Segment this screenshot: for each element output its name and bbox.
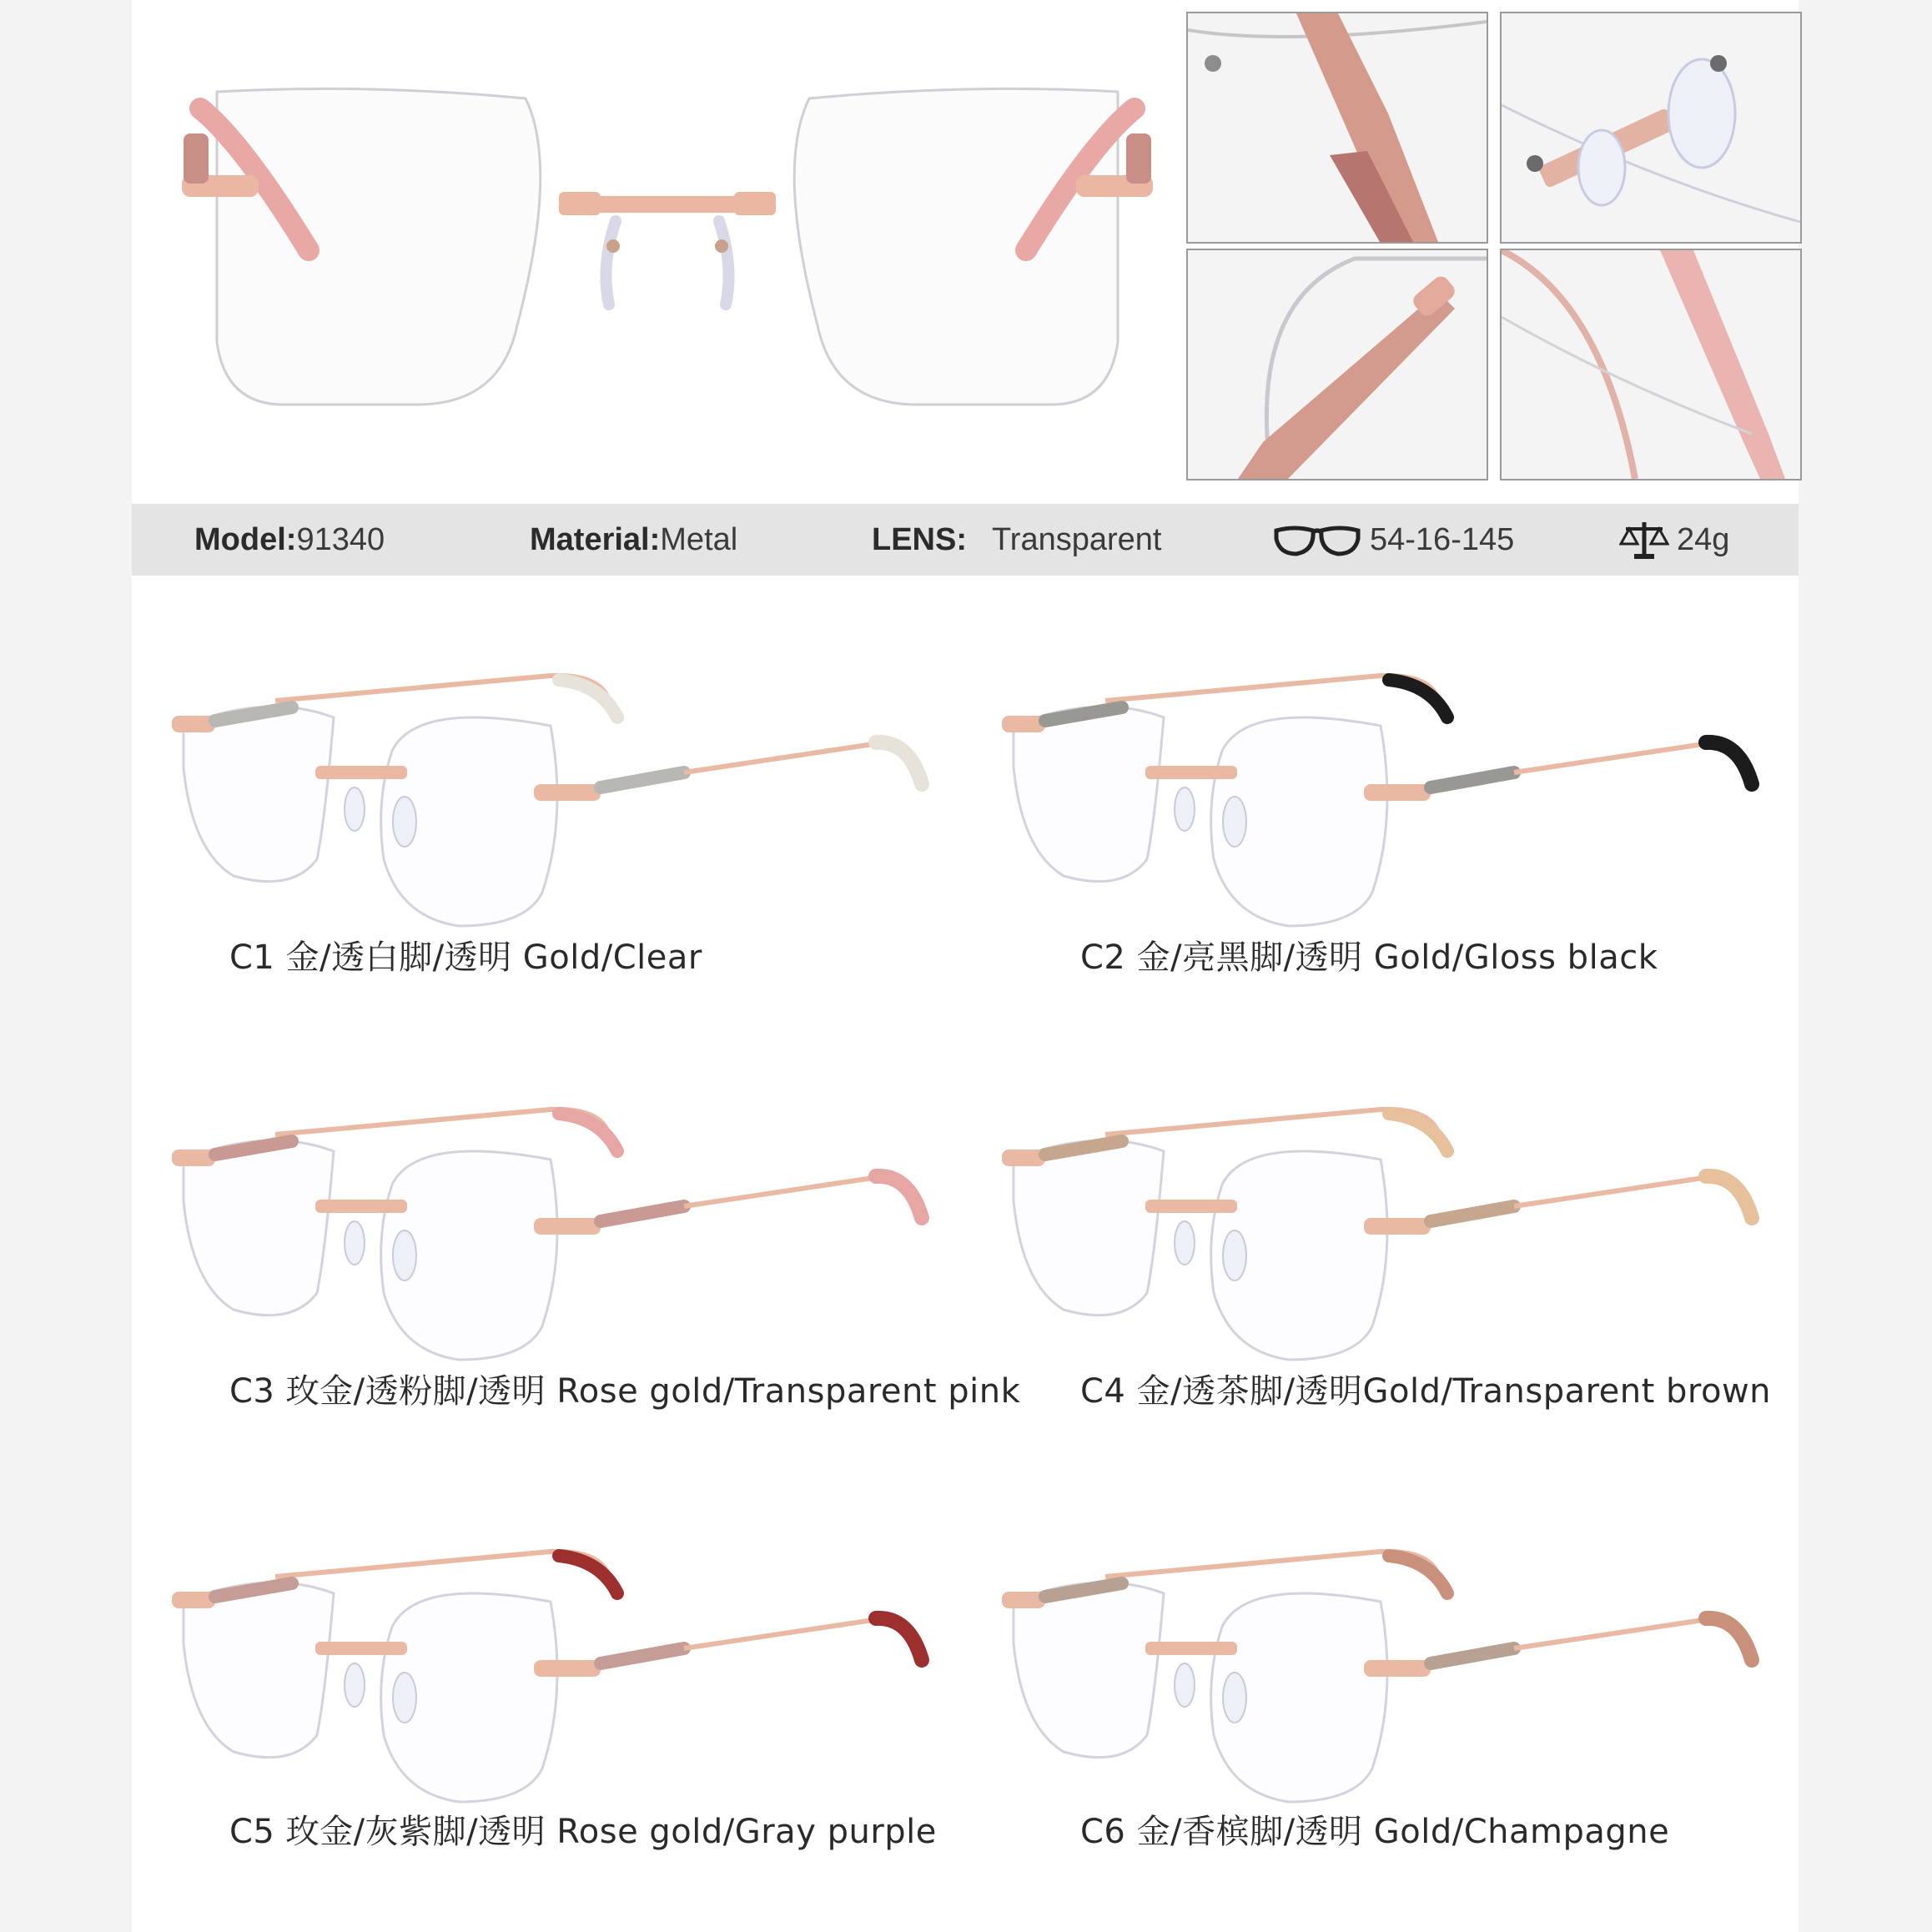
variant-caption: C2 金/亮黑脚/透明 Gold/Gloss black <box>1080 938 1658 977</box>
hero-front-view <box>167 75 1168 434</box>
detail-temple-closeup <box>1186 249 1488 480</box>
spec-weight: 24g <box>1677 522 1730 557</box>
spec-model: Model:91340 <box>194 522 385 557</box>
scale-icon <box>1619 519 1669 561</box>
variant-caption: C6 金/香槟脚/透明 Gold/Champagne <box>1080 1813 1670 1851</box>
variant-glasses-image <box>167 651 934 934</box>
variant-caption: C4 金/透茶脚/透明Gold/Transparent brown <box>1080 1372 1772 1411</box>
variant-caption: C1 金/透白脚/透明 Gold/Clear <box>229 938 702 977</box>
detail-temple-tip-closeup <box>1500 249 1802 480</box>
variant-caption: C3 玫金/透粉脚/透明 Rose gold/Transparent pink <box>229 1372 1021 1411</box>
glasses-front-image <box>167 75 1168 434</box>
detail-hinge-closeup <box>1186 12 1488 244</box>
detail-nosepad-closeup <box>1500 12 1802 244</box>
spec-bar <box>132 504 1799 576</box>
spec-lens: LENS: Transparent <box>872 522 1162 557</box>
variant-glasses-image <box>167 1527 934 1810</box>
variant-glasses-image <box>997 651 1764 934</box>
variant-glasses-image <box>997 1084 1764 1368</box>
glasses-icon <box>1271 522 1363 559</box>
variant-caption: C5 玫金/灰紫脚/透明 Rose gold/Gray purple <box>229 1813 937 1851</box>
variant-glasses-image <box>167 1084 934 1368</box>
variant-glasses-image <box>997 1527 1764 1810</box>
spec-size: 54-16-145 <box>1370 522 1515 557</box>
spec-material: Material:Metal <box>530 522 738 557</box>
